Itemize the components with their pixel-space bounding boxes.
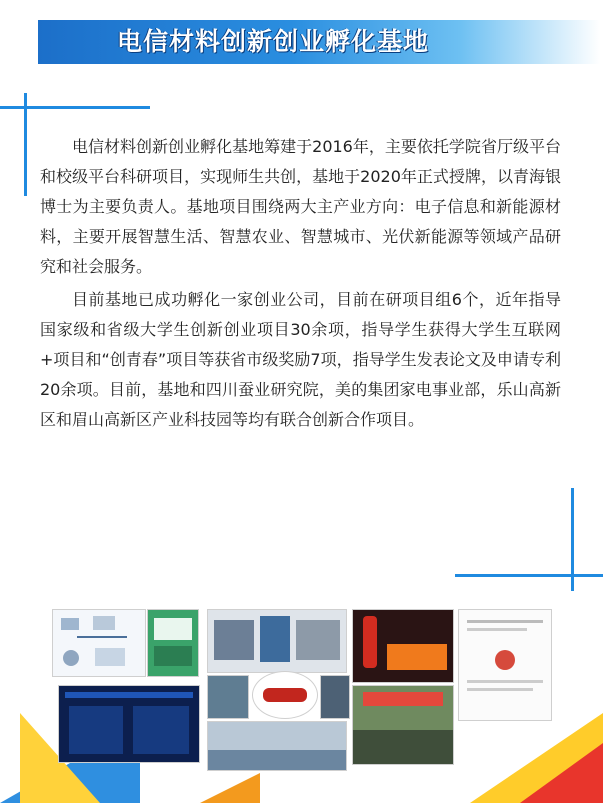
photo-collage bbox=[0, 603, 603, 803]
paragraph-intro: 电信材料创新创业孵化基地筹建于2016年，主要依托学院省厅级平台和校级平台科研项目，实现师生共创，基地于2020年正式授牌，以青海银博士为主要负责人。基地项目围绕两大主产业方向：电子信息和新能源材料，主要开展智慧生活、智慧农业、智慧城市、光伏新能源等领域产品研究和社会服务。 bbox=[40, 137, 561, 276]
paragraph-achievements: 目前基地已成功孵化一家创业公司，目前在研项目组6个，近年指导国家级和省级大学生创新创业项目30余项，指导学生获得大学生互联网+项目和“创青春”项目等获省市级奖励7项，指导学生发表论文及申请专利20余项。目前，基地和四川蚕业研究院，美的集团家电事业部，乐山高新区和眉山高新区产业科技园等均有联合创新合作项目。 bbox=[40, 290, 561, 429]
title-banner bbox=[38, 20, 600, 64]
team-photo-image bbox=[207, 721, 347, 771]
electronics-image bbox=[320, 675, 350, 719]
decorative-triangle bbox=[520, 743, 603, 803]
model-car-image bbox=[252, 671, 318, 719]
page-title: 电信材料创新创业孵化基地 bbox=[116, 27, 429, 56]
top-left-vertical-line bbox=[24, 93, 27, 196]
top-left-horizontal-line bbox=[0, 106, 150, 109]
bottom-right-vertical-line bbox=[571, 488, 574, 591]
patent-document-image bbox=[458, 609, 552, 721]
bottom-right-horizontal-line bbox=[455, 574, 603, 577]
lab-equipment-image bbox=[207, 675, 249, 719]
network-diagram-image bbox=[52, 609, 146, 677]
dashboard-screenshot-image bbox=[58, 685, 200, 763]
fire-safety-image bbox=[352, 609, 454, 683]
main-text bbox=[40, 132, 561, 438]
decorative-triangle bbox=[200, 773, 260, 803]
green-certificate-image bbox=[147, 609, 199, 677]
student-products-image bbox=[207, 609, 347, 673]
field-training-image bbox=[352, 685, 454, 765]
